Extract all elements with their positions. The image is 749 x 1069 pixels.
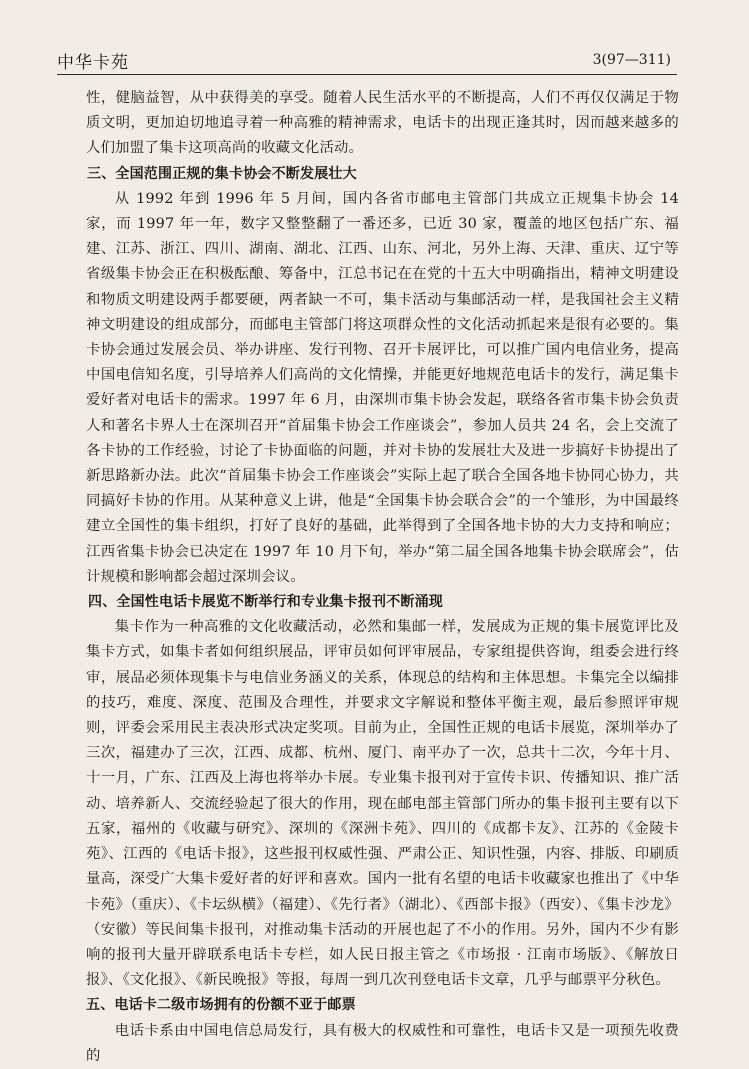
page-reference: 3(97—311) bbox=[592, 52, 671, 68]
page-header bbox=[57, 44, 677, 75]
paragraph-secondary-market: 电话卡系由中国电信总局发行，具有极大的权威性和可靠性，电话卡又是一项预先收费的 bbox=[86, 1022, 679, 1064]
section-heading-5: 五、电话卡二级市场拥有的份额不亚于邮票 bbox=[86, 997, 356, 1014]
paragraph-continuation: 性，健脑益智，从中获得美的享受。随着人民生活水平的不断提高，人们不再仅仅满足于物质文明，更加迫切地追寻着一种高雅的精神需求，电话卡的出现正逢其时，因而越来越多的人们加盟了集卡这项高尚的收藏文化活动。 bbox=[86, 90, 679, 157]
paragraph-exhibitions-and-periodicals: 集卡作为一种高雅的文化收藏活动，必然和集邮一样，发展成为正规的集卡展览评比及集卡方式，如集卡者如何组织展品，评审员如何评审展品，专家组提供咨询，组委会进行终审，展品必须体现集卡与电信业务涵义的关系，体现总的结构和主体思想。卡集完全以编排的技巧，难度、深度、范围及合理性，并要求文字解说和整体平衡主观，最后参照评审规则，评委会采用民主表决形式决定奖项。目前为止，全国性正规的电话卡展览，深圳举办了三次，福建办了三次，江西、成都、杭州、厦门、南平办了一次，总共十二次，今年十月、十一月，广东、江西及上海也将举办卡展。专业集卡报刊对于宣传卡识、传播知识、推广活动、培养新人、交流经验起了很大的作用，现在邮电部主管部门所办的集卡报刊主要有以下五家，福州的《收藏与研究》、深圳的《深洲卡苑》、四川的《成都卡友》、江苏的《金陵卡苑》、江西的《电话卡报》，这些报刊权威性强、严肃公正、知识性强，内容、排版、印刷质量高，深受广大集卡爱好者的好评和喜欢。国内一批有名望的电话卡收藏家也推出了《中华卡苑》（重庆）、《卡坛纵横》（福建）、《先行者》（湖北）、《西部卡报》（西安）、《集卡沙龙》（安徽）等民间集卡报刊，对推动集卡活动的开展也起了不小的作用。另外，国内不少有影响的报刊大量开辟联系电话卡专栏，如人民日报主管之《市场报 · 江南市场版》、《解放日报》、《文化报》、《新民晚报》等报，每周一到几次刊登电话卡文章，几乎与邮票平分秋色。 bbox=[86, 619, 679, 989]
section-heading-3: 三、全国范围正规的集卡协会不断发展壮大 bbox=[87, 165, 357, 182]
article-body bbox=[86, 86, 679, 1069]
running-title: 中华卡苑 bbox=[57, 53, 129, 73]
paragraph-card-associations: 从 1992 年到 1996 年 5 月间，国内各省市邮电主管部门共成立正规集卡协会 14 家，而 1997 年一年，数字又整整翻了一番还多，已近 30 家，覆盖的地区包括广东、福建、江苏、浙江、四川、湖南、湖北、江西、山东、河北，另外上海、天津、重庆、辽宁等省级集卡协会正在积极酝酿、筹备中，江总书记在在党的十五大中明确指出，精神文明建设和物质文明建设两手都要硬，两者缺一不可，集卡活动与集邮活动一样，是我国社会主义精神文明建设的组成部分，而邮电主管部门将这项群众性的文化活动抓起来是很有必要的。集卡协会通过发展会员、举办讲座、发行刊物、召开卡展评比，可以推广国内电信业务，提高中国电信知名度，引导培养人们高尚的文化情操，并能更好地规范电话卡的发行，满足集卡爱好者对电话卡的需求。1997 年 6 月，由深圳市集卡协会发起，联络各省市集卡协会负责人和著名卡界人士在深圳召开“首届集卡协会工作座谈会”，参加人员共 24 名，会上交流了各卡协的工作经验，讨论了卡协面临的问题，并对卡协的发展壮大及进一步搞好卡协提出了新思路新办法。此次“首届集卡协会工作座谈会”实际上起了联合全国各地卡协同心协力，共同搞好卡协的作用。从某种意义上讲，他是“全国集卡协会联合会”的一个雏形，为中国最终建立全国性的集卡组织，打好了良好的基础，此举得到了全国各地卡协的大力支持和响应；江西省集卡协会已决定在 1997 年 10 月下旬，举办“第二届全国各地集卡协会联席会”，估计规模和影响都会超过深圳会议。 bbox=[86, 190, 679, 585]
section-heading-4: 四、全国性电话卡展览不断举行和专业集卡报刊不断涌现 bbox=[88, 594, 443, 611]
